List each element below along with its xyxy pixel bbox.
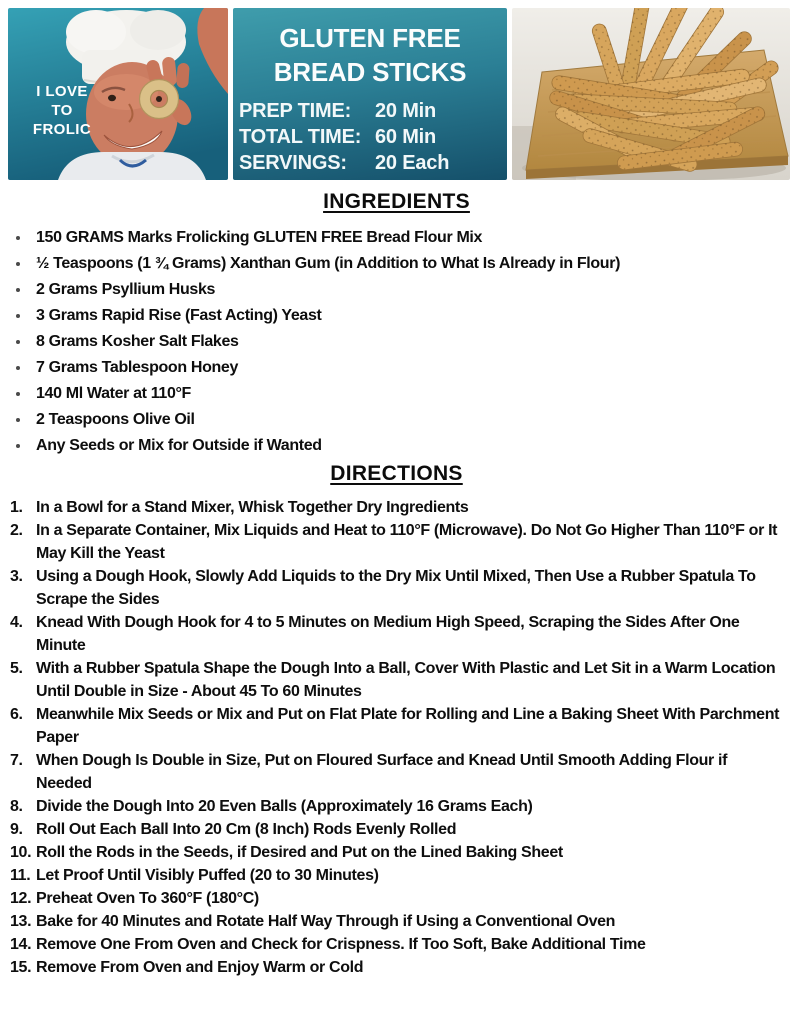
- step-text: Roll Out Each Ball Into 20 Cm (8 Inch) Rods Evenly Rolled: [36, 821, 457, 838]
- photo-caption: [16, 82, 108, 139]
- breadsticks-photo-illustration: [512, 8, 790, 180]
- ingredient-text: 2 Grams Psyllium Husks: [36, 281, 216, 298]
- direction-step: [10, 703, 781, 749]
- ingredient-item: [14, 280, 783, 300]
- directions-list: [0, 496, 793, 979]
- step-number: 7.: [10, 752, 23, 769]
- direction-step: [10, 657, 781, 703]
- direction-step: [10, 795, 781, 818]
- bullet-icon: [16, 392, 20, 396]
- ingredient-text: 140 Ml Water at 110°F: [36, 385, 191, 402]
- direction-step: [10, 841, 781, 864]
- caption-line: FROLIC: [32, 121, 92, 138]
- header-row: [0, 0, 793, 180]
- ingredient-item: [14, 306, 783, 326]
- direction-step: [10, 910, 781, 933]
- step-number: 1.: [10, 499, 23, 516]
- recipe-title-line1: GLUTEN FREE: [279, 23, 461, 53]
- step-text: Divide the Dough Into 20 Even Balls (Approximately 16 Grams Each): [36, 798, 533, 815]
- chef-photo-card: [8, 8, 228, 180]
- ingredient-item: [14, 436, 783, 456]
- caption-line: TO: [51, 102, 73, 119]
- direction-step: [10, 887, 781, 910]
- direction-step: [10, 611, 781, 657]
- total-time-label: TOTAL TIME:: [239, 126, 362, 148]
- step-text: Roll the Rods in the Seeds, if Desired and Put on the Lined Baking Sheet: [36, 844, 563, 861]
- step-text: Knead With Dough Hook for 4 to 5 Minutes on Medium High Speed, Scraping the Sides After One Minute: [36, 614, 740, 654]
- step-text: Preheat Oven To 360°F (180°C): [36, 890, 259, 907]
- direction-step: [10, 496, 781, 519]
- step-number: 12.: [10, 890, 32, 907]
- ingredient-item: [14, 358, 783, 378]
- step-text: When Dough Is Double in Size, Put on Floured Surface and Knead Until Smooth Adding Flour if Needed: [36, 752, 728, 792]
- prep-time-label: PREP TIME:: [239, 100, 352, 122]
- step-number: 13.: [10, 913, 32, 930]
- step-number: 2.: [10, 522, 23, 539]
- bread-ring: [140, 80, 179, 119]
- ingredient-item: [14, 410, 783, 430]
- step-number: 11.: [10, 867, 31, 884]
- recipe-title-line2: BREAD STICKS: [273, 57, 467, 87]
- bullet-icon: [16, 418, 20, 422]
- ingredient-item: [14, 254, 783, 274]
- ingredient-text: 150 GRAMS Marks Frolicking GLUTEN FREE Bread Flour Mix: [36, 229, 483, 246]
- direction-step: [10, 818, 781, 841]
- recipe-meta: [239, 98, 507, 176]
- direction-step: [10, 864, 781, 887]
- step-number: 14.: [10, 936, 32, 953]
- ingredient-item: [14, 384, 783, 404]
- servings-label: SERVINGS:: [239, 152, 347, 174]
- recipe-title-card: [233, 8, 507, 180]
- step-number: 4.: [10, 614, 23, 631]
- step-number: 9.: [10, 821, 23, 838]
- bullet-icon: [16, 314, 20, 318]
- chef-shirt: [58, 152, 206, 180]
- servings-value: 20 Each: [375, 152, 450, 174]
- breadsticks-photo-card: [512, 8, 790, 180]
- bullet-icon: [16, 444, 20, 448]
- bullet-icon: [16, 262, 20, 266]
- step-text: Using a Dough Hook, Slowly Add Liquids to the Dry Mix Until Mixed, Then Use a Rubber Spatula To Scrape the Sides: [36, 568, 756, 608]
- step-number: 10.: [10, 844, 32, 861]
- step-text: Bake for 40 Minutes and Rotate Half Way Through if Using a Conventional Oven: [36, 913, 616, 930]
- direction-step: [10, 749, 781, 795]
- ingredient-text: ½ Teaspoons (1 ¾ Grams) Xanthan Gum (in Addition to What Is Already in Flour): [36, 255, 621, 272]
- step-text: Remove From Oven and Enjoy Warm or Cold: [36, 959, 364, 976]
- direction-step: [10, 519, 781, 565]
- bullet-icon: [16, 288, 20, 292]
- direction-step: [10, 956, 781, 979]
- step-text: With a Rubber Spatula Shape the Dough Into a Ball, Cover With Plastic and Let Sit in a Warm Location Until Double in Size - About 45 To 60 Minutes: [36, 660, 776, 700]
- ingredient-text: Any Seeds or Mix for Outside if Wanted: [36, 437, 322, 454]
- step-text: Meanwhile Mix Seeds or Mix and Put on Flat Plate for Rolling and Line a Baking Sheet With Parchment Paper: [36, 706, 780, 746]
- ingredient-text: 2 Teaspoons Olive Oil: [36, 411, 195, 428]
- ingredient-text: 7 Grams Tablespoon Honey: [36, 359, 239, 376]
- left-eye: [108, 95, 116, 101]
- directions-heading: DIRECTIONS: [330, 462, 463, 485]
- step-number: 3.: [10, 568, 23, 585]
- prep-time-row: [239, 98, 507, 124]
- step-number: 6.: [10, 706, 23, 723]
- ingredients-list: [0, 228, 793, 456]
- recipe-title: [233, 21, 507, 89]
- total-time-value: 60 Min: [375, 126, 437, 148]
- bullet-icon: [16, 366, 20, 370]
- direction-step: [10, 565, 781, 611]
- step-number: 8.: [10, 798, 23, 815]
- servings-row: [239, 150, 507, 176]
- prep-time-value: 20 Min: [375, 100, 437, 122]
- direction-step: [10, 933, 781, 956]
- ingredient-text: 8 Grams Kosher Salt Flakes: [36, 333, 239, 350]
- bullet-icon: [16, 236, 20, 240]
- right-eye: [156, 96, 162, 102]
- step-text: In a Separate Container, Mix Liquids and Heat to 110°F (Microwave). Do Not Go Higher Than 110°F or It May Kill the Yeast: [36, 522, 778, 562]
- step-text: Let Proof Until Visibly Puffed (20 to 30 Minutes): [36, 867, 379, 884]
- caption-line: I LOVE: [36, 83, 88, 100]
- ingredient-item: [14, 228, 783, 248]
- ingredient-item: [14, 332, 783, 352]
- total-time-row: [239, 124, 507, 150]
- ingredient-text: 3 Grams Rapid Rise (Fast Acting) Yeast: [36, 307, 322, 324]
- ingredients-heading: INGREDIENTS: [323, 190, 470, 213]
- bullet-icon: [16, 340, 20, 344]
- step-text: Remove One From Oven and Check for Crispness. If Too Soft, Bake Additional Time: [36, 936, 646, 953]
- step-text: In a Bowl for a Stand Mixer, Whisk Together Dry Ingredients: [36, 499, 469, 516]
- step-number: 5.: [10, 660, 23, 677]
- step-number: 15.: [10, 959, 32, 976]
